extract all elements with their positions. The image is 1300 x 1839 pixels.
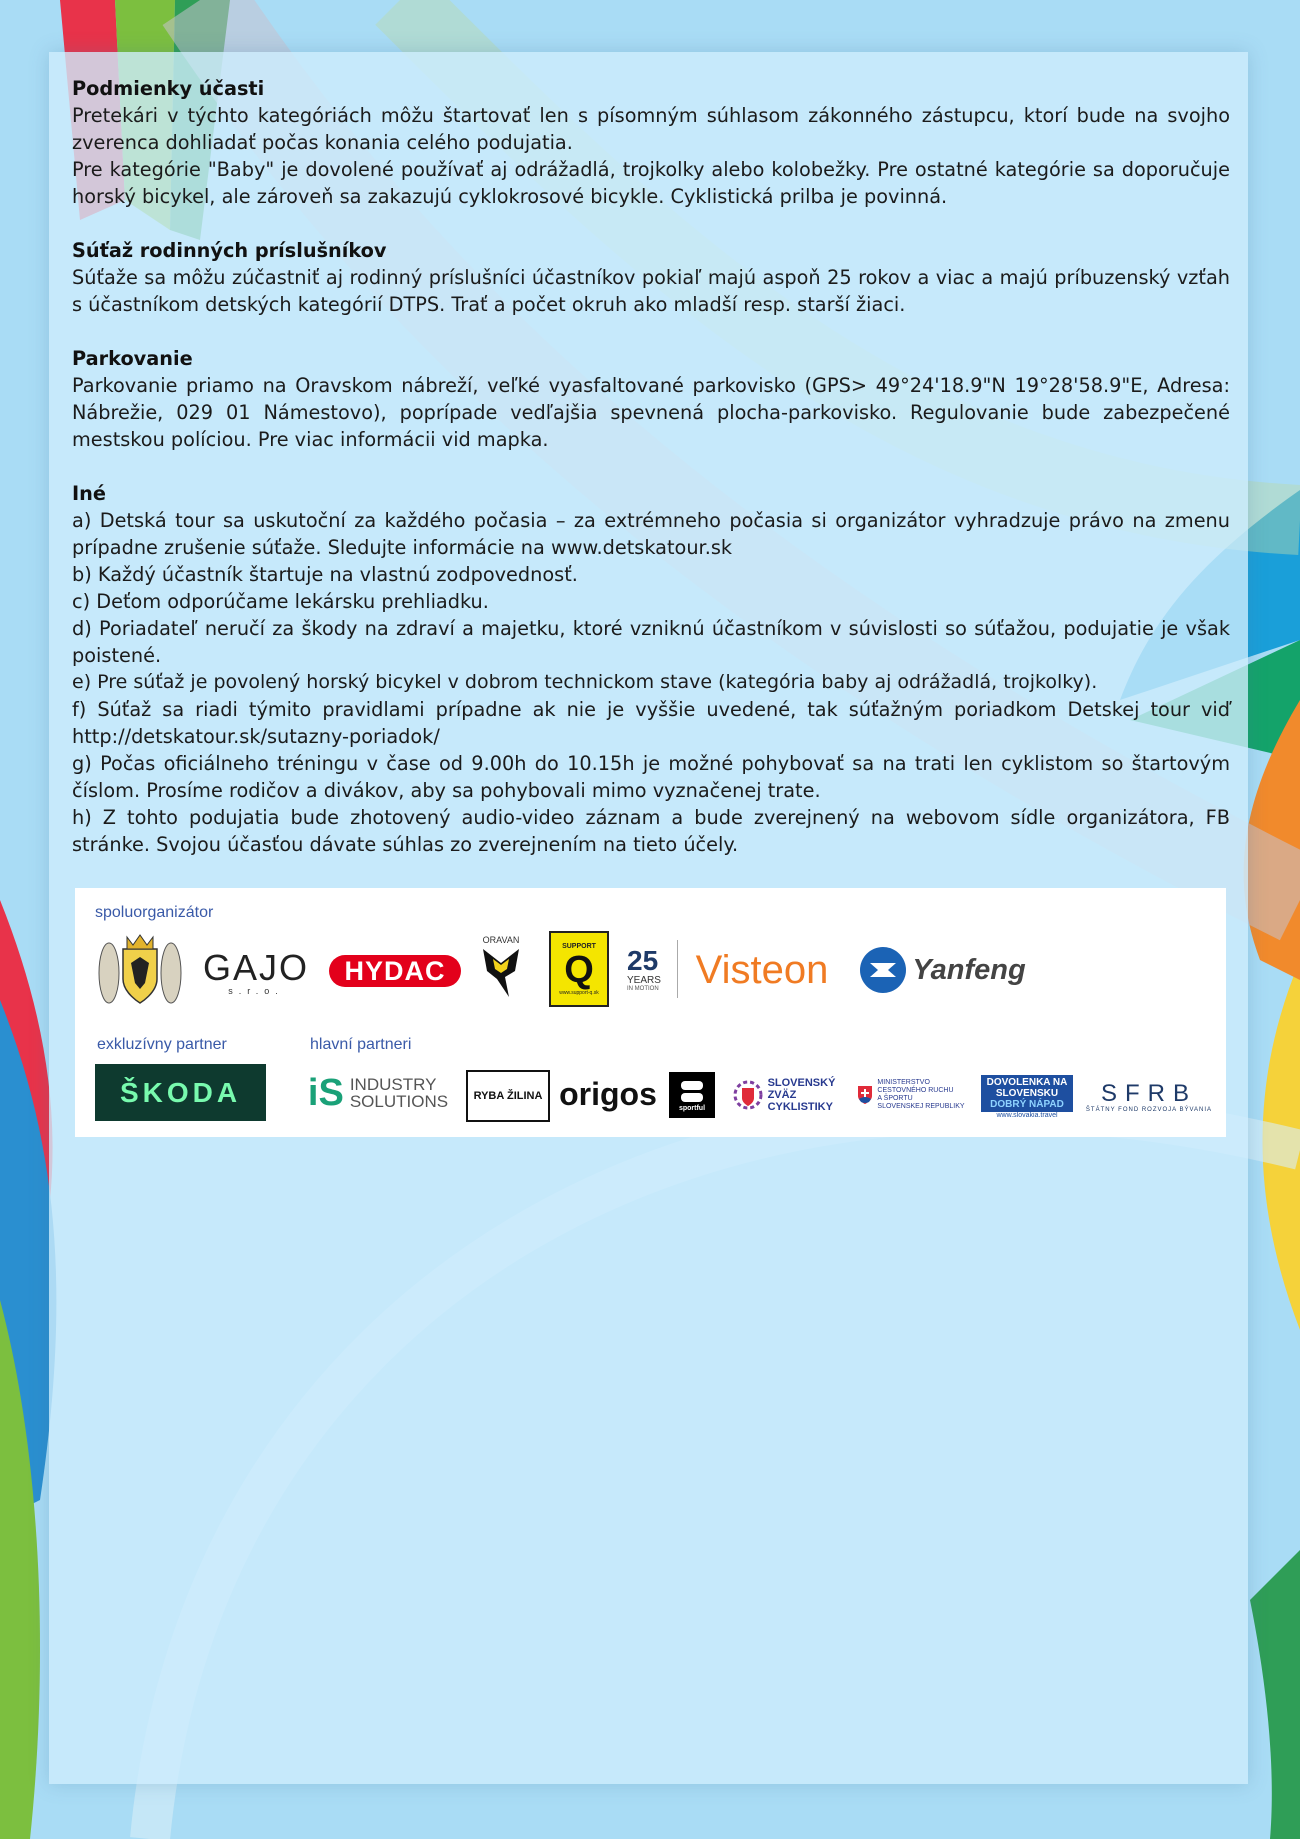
- dovolenka-url: www.slovakia.travel: [996, 1112, 1058, 1119]
- list-item: e) Pre súťaž je povolený horský bicykel v dobrom technickom stave (kategória baby aj odrážadlá, trojkolky).: [72, 671, 1098, 693]
- ministry-logo: [856, 1076, 966, 1114]
- section-family: [72, 237, 1230, 318]
- slovak-coat-icon: [857, 1085, 873, 1105]
- yanfeng-logo: [855, 944, 1029, 996]
- paragraph: Pre kategórie "Baby" je dovolené používať aj odrážadlá, trojkolky alebo kolobežky. Pre ostatné kategórie sa doporučuje horský bicykel, ale zároveň sa zakazujú cyklokrosové bicykle. Cyklistická prilba je povinná.: [72, 158, 1230, 208]
- hydac-logo: [329, 955, 461, 987]
- ministry-text-1: MINISTERSTVO: [877, 1079, 930, 1086]
- sfrb-logo: [1085, 1076, 1213, 1118]
- gajo-text: GAJO: [203, 947, 310, 988]
- list-item: d) Poriadateľ neručí za škody na zdraví a majetku, ktoré vzniknú účastníkom v súvislosti so súťažou, podujatie je však poistené.: [72, 617, 1230, 667]
- solutions-text: SOLUTIONS: [349, 1092, 449, 1111]
- yanfeng-icon: [858, 945, 908, 995]
- list-item: h) Z tohto podujatia bude zhotovený audio-video záznam a bude zverejnený na webovom sídle organizátora, FB stránke. Svojou účasťou dávate súhlas zo zverejnením na tieto účely.: [72, 806, 1230, 856]
- 25-years-logo: [627, 940, 678, 998]
- sportful-icon: [679, 1079, 705, 1105]
- origos-text: origos: [559, 1075, 657, 1112]
- support-url: www.support-q.sk: [559, 989, 599, 996]
- list-item: b) Každý účastník štartuje na vlastnú zodpovednosť.: [72, 563, 578, 586]
- paragraph: Pretekári v týchto kategóriách môžu štartovať len s písomným súhlasom zákonného zástupcu, ktorí bude na svojho zverenca dohliadať počas konania celého podujatia.: [72, 104, 1230, 154]
- section-conditions: [72, 75, 1230, 210]
- ryba-zilina-logo: [466, 1070, 550, 1122]
- co-organizer-label: spoluorganizátor: [95, 904, 214, 921]
- main-partners-label: hlavní partneri: [310, 1036, 412, 1053]
- paragraph: Parkovanie priamo na Oravskom nábreží, veľké vyasfaltované parkovisko (GPS> 49°24'18.9"N 19°28'58.9"E, Adresa: Nábrežie, 029 01 Námestovo), poprípade vedľajšia spevnená plocha-parkovisko. Regulovanie bude zabezpečené mestskou políciou. Pre viac informácii vid mapka.: [72, 374, 1230, 451]
- years-text: YEARS: [627, 974, 661, 986]
- szc-icon: [731, 1078, 765, 1112]
- ministry-text-4: SLOVENSKEJ REPUBLIKY: [877, 1103, 965, 1110]
- ministry-text-3: A ŠPORTU: [877, 1095, 913, 1102]
- years-number: 25: [627, 944, 659, 976]
- years-sub: IN MOTION: [627, 985, 659, 992]
- section-heading: Iné: [72, 482, 106, 505]
- gajo-sub: s.r.o.: [228, 986, 284, 996]
- list-item: c) Deťom odporúčame lekársku prehliadku.: [72, 590, 489, 613]
- szc-logo: [727, 1072, 839, 1118]
- list-item: f) Súťaž sa riadi týmito pravidlami prípadne ak nie je vyššie uvedené, tak súťažným poriadkom Detskej tour viď http://detskatour.sk/sutazny-poriadok/: [72, 698, 1230, 748]
- ministry-text-2: CESTOVNÉHO RUCHU: [877, 1087, 954, 1094]
- list-item: g) Počas oficiálneho tréningu v čase od 9.00h do 10.15h je možné pohybovať sa na trati len cyklistom so štartovým číslom. Prosíme rodičov a divákov, aby sa pohybovali mimo vyznačenej trate.: [72, 752, 1230, 802]
- section-heading: Podmienky účasti: [72, 77, 265, 100]
- paragraph: Súťaže sa môžu zúčastniť aj rodinný príslušníci účastníkov pokiaľ majú aspoň 25 rokov a viac a majú príbuzenský vzťah s účastníkom detských kategórií DTPS. Trať a počet okruh ako mladší resp. starší žiaci.: [72, 266, 1230, 316]
- skoda-logo: [95, 1064, 266, 1121]
- szc-text-2: ZVÄZ: [767, 1089, 797, 1101]
- document-body: [72, 75, 1230, 885]
- industry-solutions-logo: [303, 1072, 453, 1114]
- section-heading: Parkovanie: [72, 347, 193, 370]
- sponsors-box: [75, 888, 1226, 1137]
- is-mark: iS: [307, 1072, 344, 1114]
- sfrb-text: SFRB: [1100, 1080, 1197, 1107]
- skoda-text: ŠKODA: [119, 1076, 242, 1108]
- sportful-logo: [669, 1072, 715, 1118]
- sportful-text: sportful: [678, 1104, 706, 1112]
- coat-of-arms-logo: [95, 933, 185, 1007]
- exclusive-partner-label: exkluzívny partner: [97, 1036, 227, 1053]
- support-top: SUPPORT: [562, 942, 596, 950]
- industry-text: INDUSTRY: [349, 1075, 437, 1094]
- visteon-text: Visteon: [695, 947, 829, 992]
- section-heading: Súťaž rodinných príslušníkov: [72, 239, 387, 262]
- gajo-logo: [203, 943, 309, 1003]
- dovolenka-text-1: DOVOLENKA NA: [986, 1077, 1068, 1088]
- dovolenka-text-3: DOBRÝ NÁPAD: [990, 1099, 1064, 1110]
- szc-text-3: CYKLISTIKY: [767, 1101, 833, 1113]
- hydac-text: HYDAC: [344, 955, 446, 986]
- support-q-logo: [549, 931, 609, 1007]
- szc-text-1: SLOVENSKÝ: [767, 1077, 836, 1089]
- support-q: Q: [564, 948, 594, 991]
- ryba-text: RYBA ŽILINA: [473, 1090, 543, 1102]
- list-item: a) Detská tour sa uskutoční za každého počasia – za extrémneho počasia si organizátor vyhradzuje právo na zmenu prípadne zrušenie súťaže. Sledujte informácie na www.detskatour.sk: [72, 509, 1230, 559]
- dovolenka-logo: [981, 1073, 1073, 1121]
- section-parking: [72, 345, 1230, 453]
- sfrb-sub: ŠTÁTNY FOND ROZVOJA BÝVANIA: [1085, 1107, 1213, 1113]
- section-other: [72, 480, 1230, 858]
- dovolenka-text-2: SLOVENSKU: [995, 1088, 1059, 1099]
- yanfeng-text: Yanfeng: [912, 953, 1026, 986]
- oravan-logo: [477, 932, 525, 1004]
- visteon-logo: [687, 948, 837, 992]
- origos-logo: [560, 1074, 656, 1114]
- oravan-text: ORAVAN: [482, 935, 520, 945]
